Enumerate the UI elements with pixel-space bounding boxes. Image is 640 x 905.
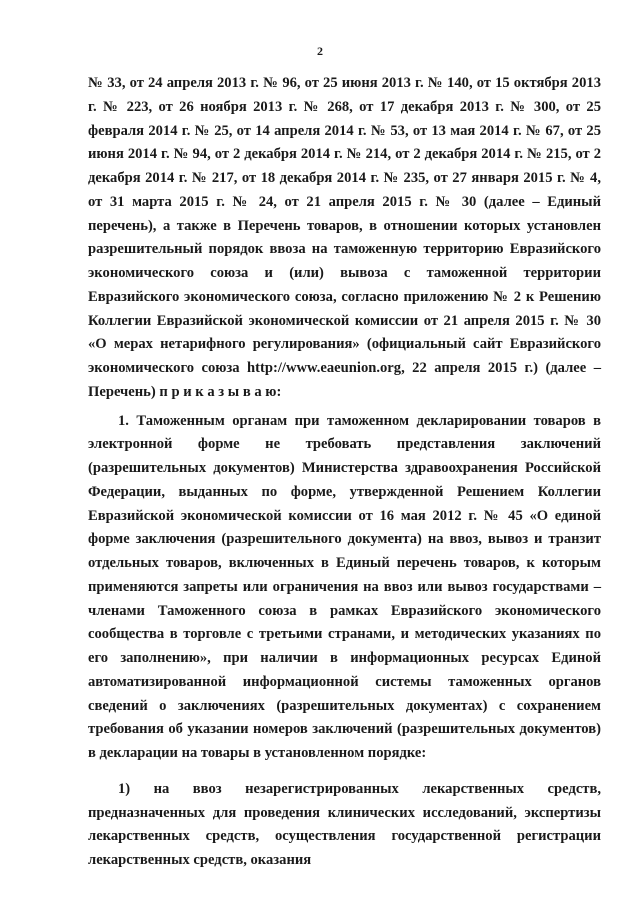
page-number: 2: [317, 44, 323, 58]
paragraph-item-1: 1. Таможенным органам при таможенном декларировании товаров в электронной форме не требовать представления заключений (разрешительных документов) Министерства здравоохранения Российской Федерации, выданных по форме, утвержденной Решением Коллегии Евразийской экономической комиссии от 16 мая 2012 г. № 45 «О единой форме заключения (разрешительного документа) на ввоз, вывоз и транзит отдельных товаров, включенных в Единый перечень товаров, к которым применяются запреты или ограничения на ввоз или вывоз государствами – членами Таможенного союза в рамках Евразийского экономического сообщества в торговле с третьими странами, и методических указаниях по его заполнению», при наличии в информационных ресурсах Единой автоматизированной информационной системы таможенных органов сведений о заключениях (разрешительных документах) с сохранением требования об указании номеров заключений (разрешительных документов) в декларации на товары в установленном порядке:: [88, 412, 601, 761]
paragraph-subitem-1: 1) на ввоз незарегистрированных лекарственных средств, предназначенных для проведения клинических исследований, экспертизы лекарственных средств, осуществления государственной регистрации лекарственных средств, оказания: [88, 780, 601, 868]
document-body: [88, 72, 601, 873]
paragraph-continuation: № 33, от 24 апреля 2013 г. № 96, от 25 июня 2013 г. № 140, от 15 октября 2013 г. № 223, от 26 ноября 2013 г. № 268, от 17 декабря 2013 г. № 300, от 25 февраля 2014 г. № 25, от 14 апреля 2014 г. № 53, от 13 мая 2014 г. № 67, от 25 июня 2014 г. № 94, от 2 декабря 2014 г. № 214, от 2 декабря 2014 г. № 215, от 2 декабря 2014 г. № 217, от 18 декабря 2014 г. № 235, от 27 января 2015 г. № 4, от 31 марта 2015 г. № 24, от 21 апреля 2015 г. № 30 (далее – Единый перечень), а также в Перечень товаров, в отношении которых установлен разрешительный порядок ввоза на таможенную территорию Евразийского экономического союза и (или) вывоза с таможенной территории Евразийского экономического союза, согласно приложению № 2 к Решению Коллегии Евразийской экономической комиссии от 21 апреля 2015 г. № 30 «О мерах нетарифного регулирования» (официальный сайт Евразийского экономического союза http://www.eaeunion.org, 22 апреля 2015 г.) (далее – Перечень) п р и к а з ы в а ю:: [88, 75, 601, 400]
